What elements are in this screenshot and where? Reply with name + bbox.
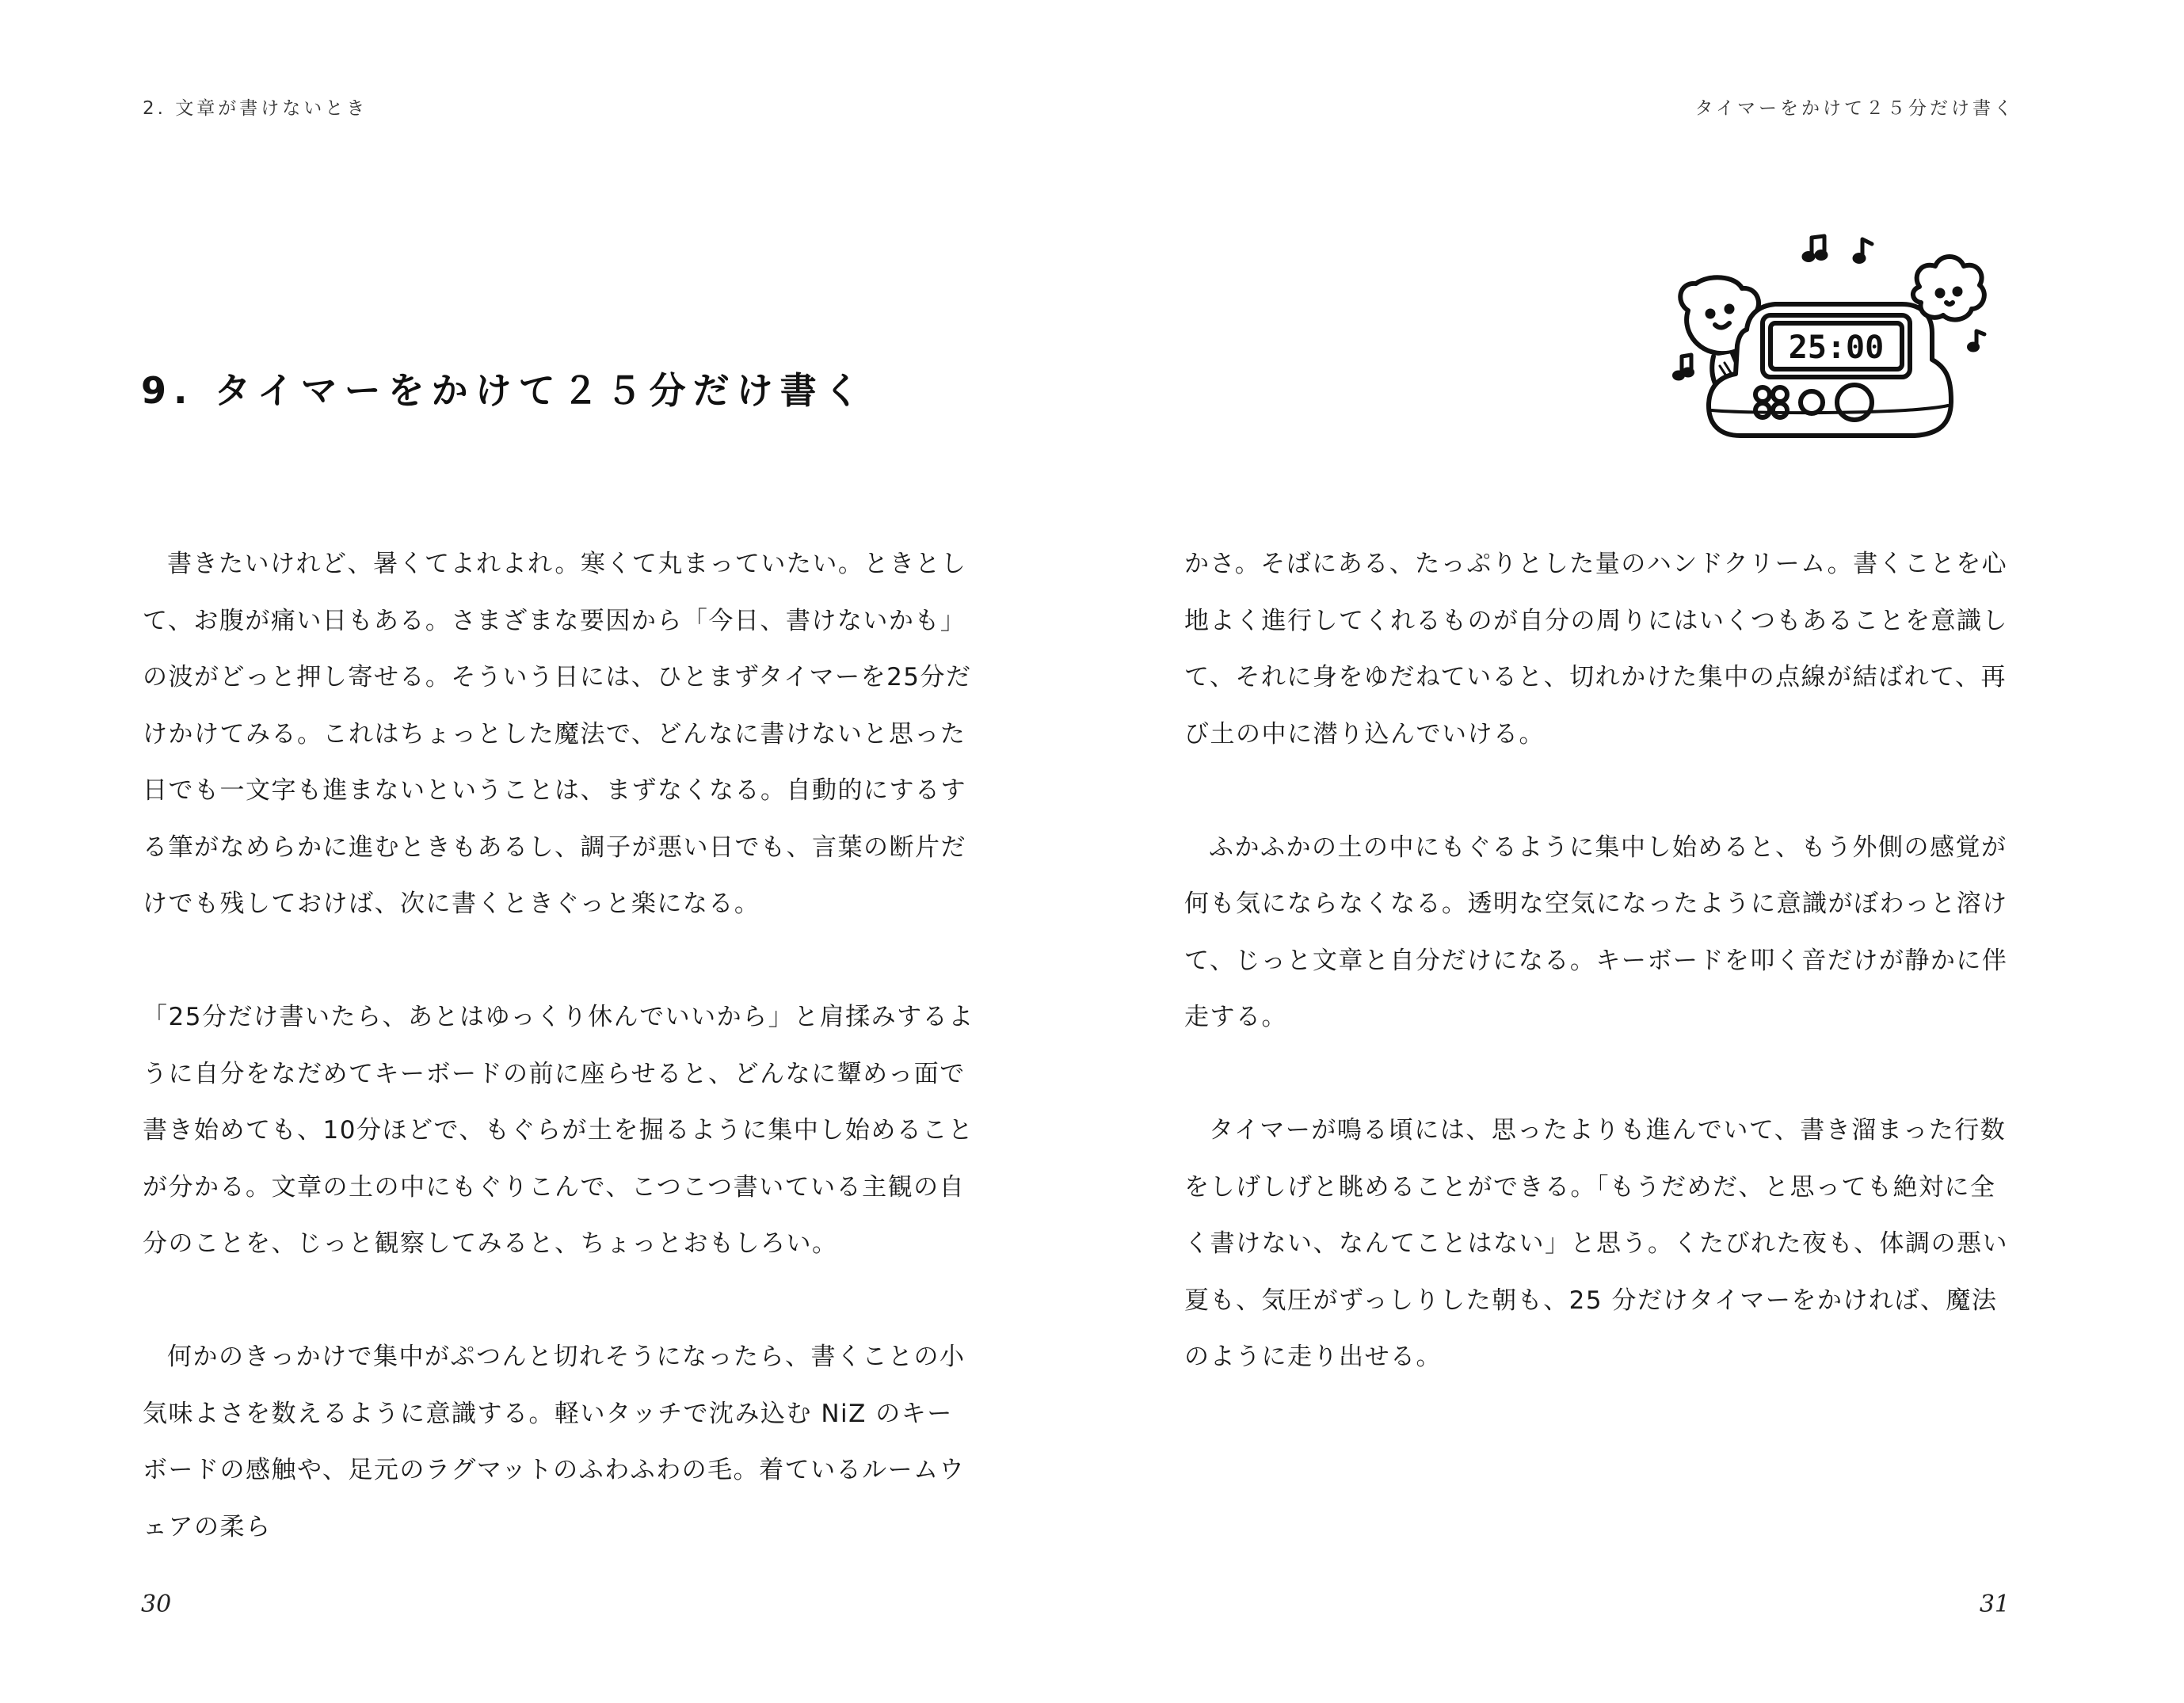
fluffy-creature-icon bbox=[1913, 257, 1984, 320]
right-page bbox=[1092, 0, 2184, 1703]
paragraph: ふかふかの土の中にもぐるように集中し始めると、もう外側の感覚が何も気にならなくなる。透明な空気になったように意識がぼわっと溶けて、じっと文章と自分だけになる。キーボードを叩く音だけが静かに伴走する。 bbox=[1184, 832, 2008, 1031]
paragraph: 「25分だけ書いたら、あとはゆっくり休んでいいから」と肩揉みするように自分をなだめてキーボードの前に座らせると、どんなに顰めっ面で書き始めても、10分ほどで、もぐらが土を掘るように集中し始めることが分かる。文章の土の中にもぐりこんで、こつこつ書いている主観の自分のことを、じっと観察してみると、ちょっとおもしろい。 bbox=[143, 1003, 974, 1258]
page-number-left: 30 bbox=[141, 1591, 172, 1618]
paragraph: 書きたいけれど、暑くてよれよれ。寒くて丸まっていたい。ときとして、お腹が痛い日もある。さまざまな要因から「今日、書けないかも」の波がどっと押し寄せる。そういう日には、ひとまずタイマーを25分だけかけてみる。これはちょっとした魔法で、どんなに書けないと思った日でも一文字も進まないということは、まずなくなる。自動的にするする筆がなめらかに進むときもあるし、調子が悪い日でも、言葉の断片だけでも残しておけば、次に書くときぐっと楽になる。 bbox=[143, 550, 972, 918]
timer-illustration bbox=[1664, 227, 1997, 456]
paragraph: タイマーが鳴る頃には、思ったよりも進んでいて、書き溜まった行数をしげしげと眺めることができる。「もうだめだ、と思っても絶対に全く書けない、なんてことはない」と思う。くたびれた夜も、体調の悪い夏も、気圧がずっしりした朝も、25 分だけタイマーをかければ、魔法のように走り出せる。 bbox=[1184, 1116, 2008, 1371]
body-text-right bbox=[1184, 536, 2020, 1386]
paragraph: 何かのきっかけで集中がぷつんと切れそうになったら、書くことの小気味よさを数えるように意識する。軽いタッチで沈み込む NiZ のキーボードの感触や、足元のラグマットのふわふわの毛。着ているルームウェアの柔ら bbox=[143, 1343, 966, 1541]
chapter-title: 9. タイマーをかけて２５分だけ書く bbox=[141, 369, 867, 412]
paragraph: かさ。そばにある、たっぷりとした量のハンドクリーム。書くことを心地よく進行してくれるものが自分の周りにはいくつもあることを意識して、それに身をゆだねていると、切れかけた集中の点線が結ばれて、再び土の中に潜り込んでいける。 bbox=[1184, 550, 2008, 749]
timer-display: 25:00 bbox=[1788, 330, 1885, 366]
page-number-right: 31 bbox=[1979, 1591, 2010, 1618]
running-head-left: 2. 文章が書けないとき bbox=[143, 98, 368, 119]
running-head-right: タイマーをかけて２５分だけ書く bbox=[1694, 98, 2015, 119]
body-text-left bbox=[143, 536, 978, 1556]
